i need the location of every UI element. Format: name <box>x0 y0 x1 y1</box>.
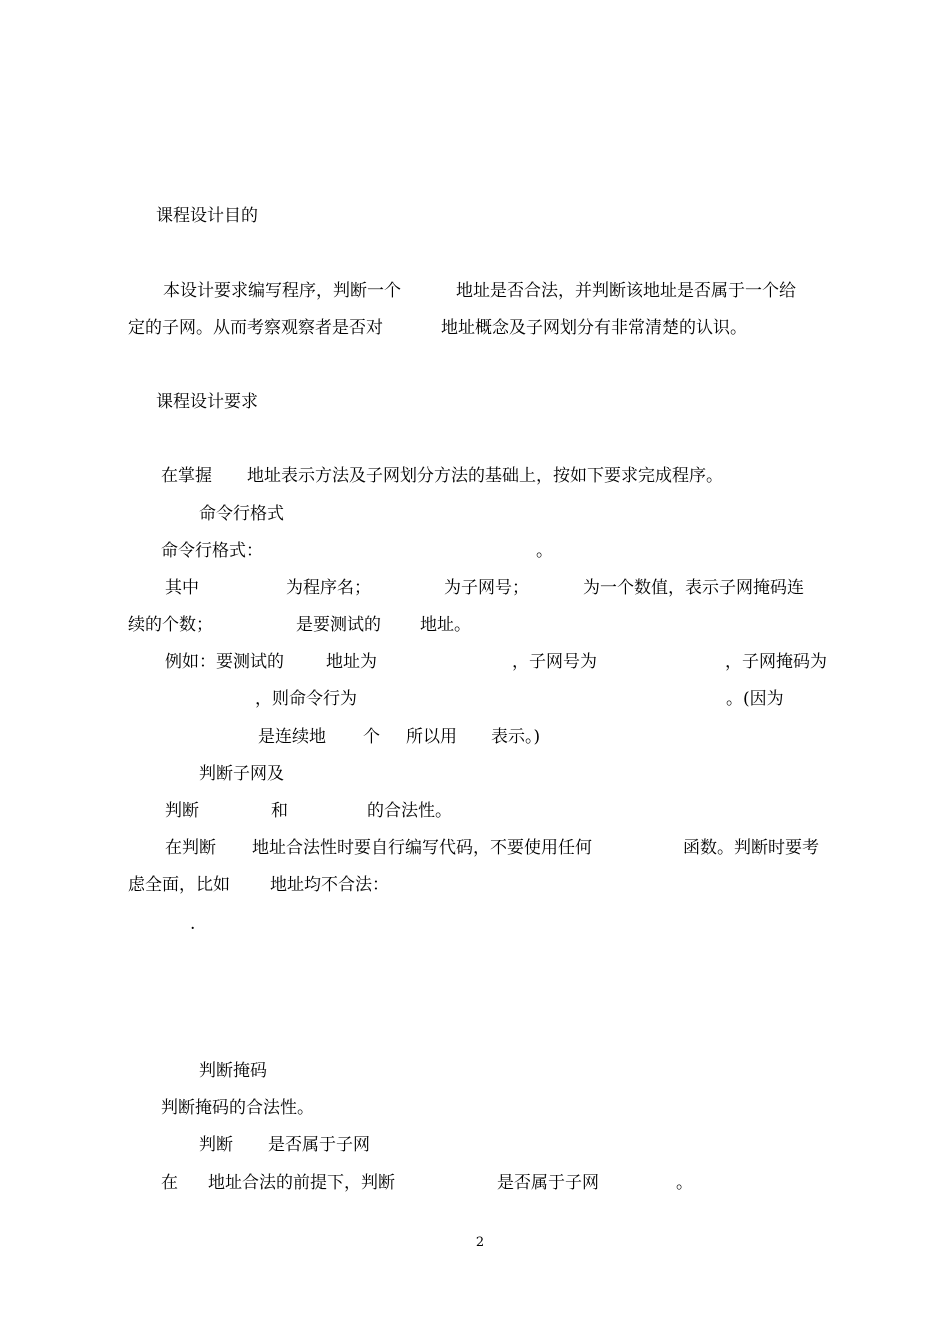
validate2-line-b: 地址均不合法： <box>270 875 389 895</box>
judge-subnet-heading: 判断子网及 <box>199 764 284 784</box>
req-intro-a: 在掌握 <box>161 466 212 486</box>
page-number: 2 <box>475 1235 485 1250</box>
section-heading-goal: 课程设计目的 <box>156 206 258 226</box>
example-line-d: ，子网掩码为 <box>725 652 827 672</box>
goal-line-2-b: 地址概念及子网划分有非常清楚的认识。 <box>441 318 747 338</box>
where2-line-a: 续的个数； <box>128 615 213 635</box>
goal-line-2-a: 定的子网。从而考察观察者是否对 <box>128 318 383 338</box>
where2-line-c: 地址。 <box>420 615 471 635</box>
req-intro-b: 地址表示方法及子网划分方法的基础上，按如下要求完成程序。 <box>247 466 723 486</box>
validate-line-b: 地址合法性时要自行编写代码，不要使用任何 <box>252 838 592 858</box>
cmd-format-end: 。 <box>536 541 553 561</box>
section-heading-requirements: 课程设计要求 <box>156 392 258 412</box>
cmd-heading: 命令行格式 <box>199 504 284 524</box>
belong-heading-b: 是否属于子网 <box>268 1135 370 1155</box>
example3-line-d: 表示。) <box>491 727 541 747</box>
belong-line-a: 在 <box>161 1173 178 1193</box>
goal-line-1-b: 地址是否合法，并判断该地址是否属于一个给 <box>456 281 796 301</box>
example3-line-c: 所以用 <box>406 727 457 747</box>
judge-line-b: 和 <box>271 801 288 821</box>
example-line-b: 地址为 <box>326 652 377 672</box>
mask-heading: 判断掩码 <box>199 1061 267 1081</box>
where2-line-b: 是要测试的 <box>296 615 381 635</box>
belong-line-c: 是否属于子网 <box>497 1173 599 1193</box>
example2-line-a: ，则命令行为 <box>255 689 357 709</box>
where-line-d: 为一个数值，表示子网掩码连 <box>583 578 804 598</box>
where-line-a: 其中 <box>165 578 199 598</box>
belong-heading-a: 判断 <box>199 1135 233 1155</box>
mask-body: 判断掩码的合法性。 <box>161 1098 314 1118</box>
validate-line-a: 在判断 <box>165 838 216 858</box>
validate2-line-a: 虑全面，比如 <box>128 875 230 895</box>
cmd-format: 命令行格式： <box>161 541 263 561</box>
example-line-a: 例如：要测试的 <box>165 652 284 672</box>
judge-line-a: 判断 <box>165 801 199 821</box>
goal-line-1-a: 本设计要求编写程序，判断一个 <box>163 281 401 301</box>
example3-line-a: 是连续地 <box>258 727 326 747</box>
example2-line-b: 。(因为 <box>726 689 784 709</box>
list-dot: . <box>190 914 196 934</box>
example3-line-b: 个 <box>363 727 380 747</box>
where-line-c: 为子网号； <box>444 578 529 598</box>
judge-line-c: 的合法性。 <box>367 801 452 821</box>
belong-line-b: 地址合法的前提下，判断 <box>208 1173 395 1193</box>
validate-line-c: 函数。判断时要考 <box>683 838 819 858</box>
example-line-c: ，子网号为 <box>512 652 597 672</box>
where-line-b: 为程序名； <box>286 578 371 598</box>
belong-line-d: 。 <box>676 1173 693 1193</box>
